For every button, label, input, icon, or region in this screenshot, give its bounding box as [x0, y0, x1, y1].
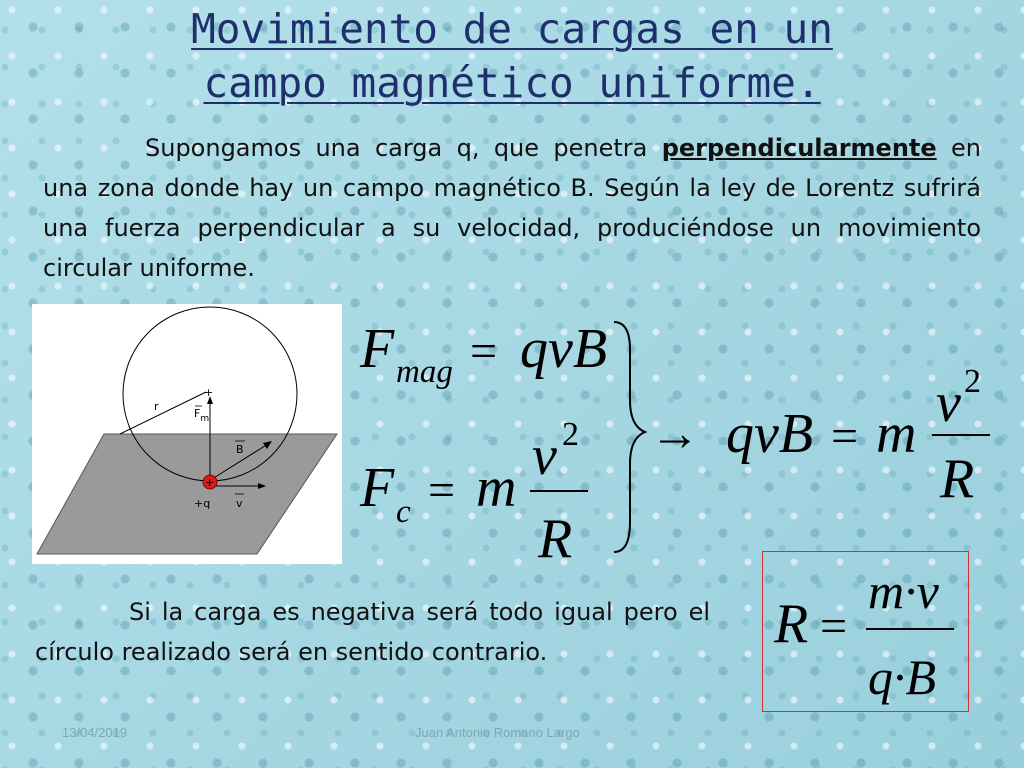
fmag-equals: =: [470, 325, 498, 378]
result-equals: =: [831, 410, 859, 463]
radius-label: r: [154, 400, 159, 413]
fc-exponent: 2: [562, 416, 579, 453]
result-m: m: [876, 403, 917, 465]
velocity-label: v: [236, 497, 243, 510]
box-denominator: q·B: [868, 649, 937, 705]
footer-author: Juan Antonio Romano Largo: [415, 725, 580, 740]
intro-paragraph: [43, 128, 981, 288]
fc-numerator: v: [532, 425, 557, 487]
fmag-rhs: qvB: [520, 318, 608, 380]
intro-emphasis: perpendicularmente: [661, 134, 937, 162]
fc-equals: =: [428, 464, 456, 517]
intro-text-end: en una zona donde hay un campo magnético B. Según la ley de Lorentz sufrirá una fuerza perpendicular a su velocidad, produciéndose un movimiento circular uniforme.: [43, 134, 981, 282]
result-denominator: R: [940, 448, 975, 510]
fc-subscript: c: [396, 494, 411, 530]
negative-charge-paragraph: Si la carga es negativa será todo igual pero el círculo realizado será en sentido contrario.: [35, 598, 710, 666]
center-plus: +: [204, 386, 214, 399]
result-lhs: qvB: [726, 403, 814, 465]
intro-text-start: Supongamos una carga q, que penetra: [145, 134, 662, 162]
result-numerator: v: [936, 372, 961, 434]
fmag-subscript: mag: [396, 354, 453, 390]
charge-label: +q: [194, 497, 211, 510]
title-line-1: Movimiento de cargas en un: [191, 5, 833, 53]
result-exponent: 2: [964, 363, 981, 400]
result-box-frame: [762, 551, 969, 712]
fc-denominator: R: [538, 508, 573, 570]
fc-m: m: [476, 457, 517, 519]
implies-arrow: →: [650, 405, 700, 461]
force-label: $F_m$: [194, 407, 210, 424]
fc-F: F: [360, 457, 395, 519]
fmag-F: F: [360, 318, 395, 380]
title-line-2: campo magnético uniforme.: [203, 59, 821, 107]
box-equals: =: [820, 600, 848, 653]
right-brace: [614, 322, 645, 552]
charge-plus: +: [205, 476, 215, 489]
box-numerator: m·v: [868, 563, 939, 619]
footer-date: 13/04/2019: [62, 725, 128, 740]
slide-title: [0, 2, 1024, 110]
box-R: R: [774, 593, 809, 655]
plane-shape: [37, 434, 337, 554]
field-label: B: [236, 443, 244, 456]
circular-motion-diagram: [32, 304, 342, 564]
